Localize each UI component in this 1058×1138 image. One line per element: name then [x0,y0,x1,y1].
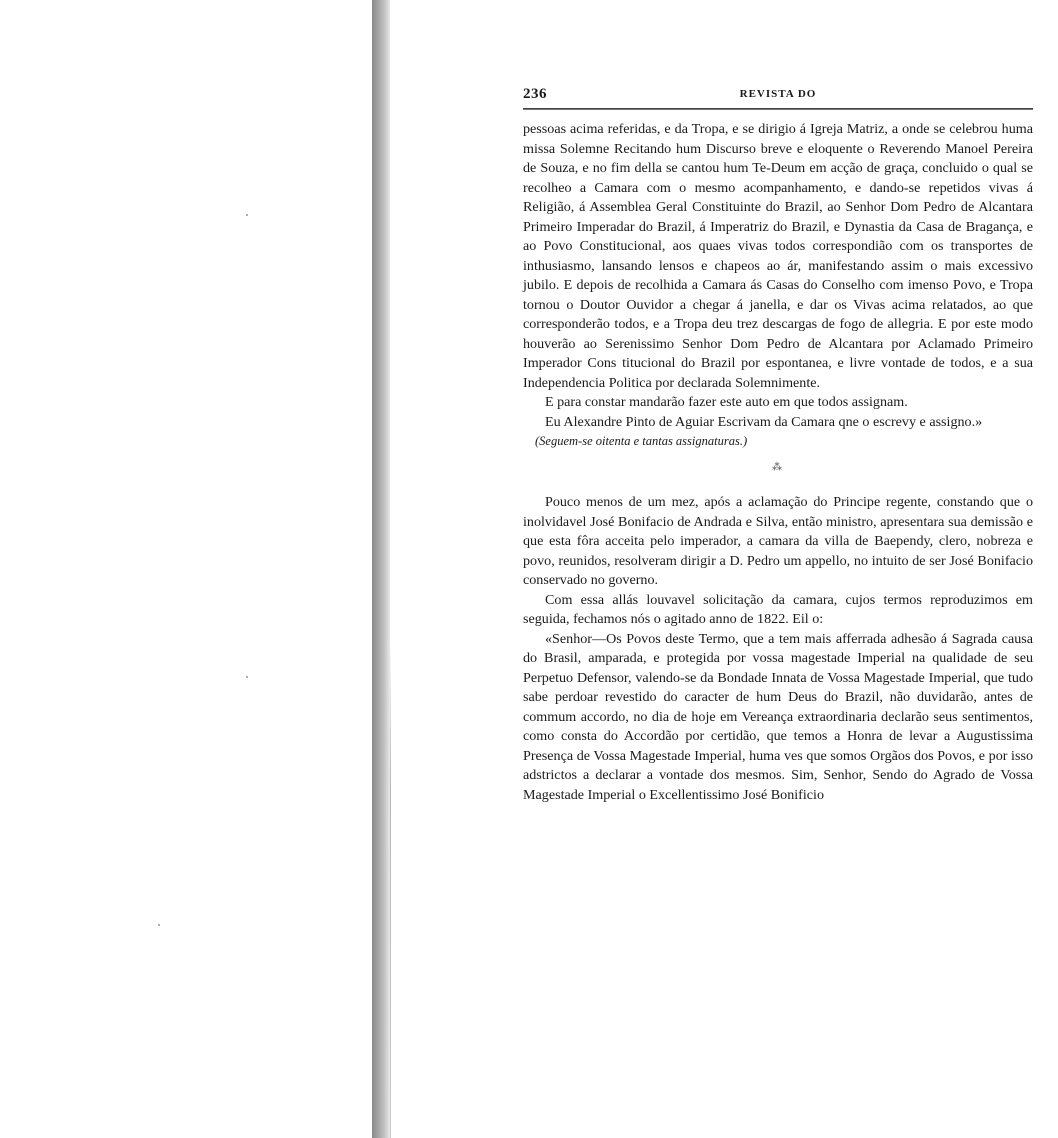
running-title: REVISTA DO [739,88,817,100]
book-gutter-shadow [372,0,390,1138]
header-rule [523,108,1033,110]
paragraph-closing-statement: E para constar mandarão fazer este auto em que todos assignam. [545,394,908,410]
book-page [523,86,1033,805]
paragraph-narrative-transition: Com essa allás louvavel solicitação da camara, cujos termos reproduzimos em seguida, fechamos nós o agitado anno de 1822. Eil o: [523,591,1033,627]
page-header [523,86,1033,106]
book-gutter-line [390,640,391,1138]
paper-speck [158,924,160,926]
paper-speck [246,676,248,678]
signatures-note: (Seguem-se oitenta e tantas assignaturas.) [535,434,748,448]
paragraph-narrative: Pouco menos de um mez, após a aclamação do Principe regente, constando que o inolvidavel José Bonifacio de Andrada e Silva, então ministro, apresentara sua demissão e que esta fôra acceita pelo imperador, a camara da villa de Baependy, clero, nobreza e povo, reunidos, resolveram dirigir a D. Pedro um appello, no intuito de ser José Bonifacio conservado no governo. [523,494,1033,588]
paragraph-continued-text: pessoas acima referidas, e da Tropa, e se dirigio á Igreja Matriz, a onde se celebrou huma missa Solemne Recitando hum Discurso breve e eloquente o Reverendo Manoel Pereira de Souza, e no fim della se cantou hum Te-Deum em acção de graça, concluido o qual se recolheo a Camara com o mesmo acompanhamento, e dando-se repetidos vivas á Religião, á Assemblea Geral Constituinte do Brazil, ao Senhor Dom Pedro de Alcantara Primeiro Imperadar do Brazil, á Imperatriz do Brazil, e Dynastia da Casa de Bragança, e ao Povo Constitucional, aos quaes vivas todos correspondião com os transportes de inthusiasmo, lansando lensos e chapeos ao ár, manifestando assim o mais excessivo jubilo. E depois de recolhida a Camara ás Casas do Conselho com imenso Povo, e Tropa tornou o Doutor Ouvidor a chegar á janella, e dar os Vivas acima relatados, ao que corresponderão todos, e a Tropa deu trez descargas de fogo de allegria. E por este modo houverão ao Serenissimo Senhor Dom Pedro de Alcantara por Aclamado Primeiro Imperador Cons titucional do Brazil por espontanea, e livre vontade de todos, e a sua Independencia Politica por declarada Solemnimente. [523,121,1033,391]
paragraph-signature: Eu Alexandre Pinto de Aguiar Escrivam da Camara qne o escrevy e assigno.» [545,413,983,430]
paper-speck [246,214,248,216]
page-number: 236 [523,86,547,102]
paragraph-petition: «Senhor—Os Povos deste Termo, que a tem mais afferrada adhesão á Sagrada causa do Brasil, amparada, e protegida por vossa magestade Imperial na qualidade de seu Perpetuo Defensor, valendo-se da Bondade Innata de Vossa Magestade Imperial, que tudo sabe perdoar revestido do caracter de hum Deus do Brazil, não duvidarão, antes de commum accordo, no dia de hoje em Vereança extraordinaria declarão seus sentimentos, como consta do Accordão por certidão, que temos a Honra de levar a Augustissima Presença de Vossa Magestade Imperial, huma ves que somos Orgãos dos Povos, e por isso adstrictos a declarar a vontade dos mesmos. Sim, Senhor, Sendo do Agrado de Vossa Magestade Imperial o Excellentissimo José Bonificio [523,630,1033,803]
section-divider-asterism: ⁂ [772,462,784,473]
